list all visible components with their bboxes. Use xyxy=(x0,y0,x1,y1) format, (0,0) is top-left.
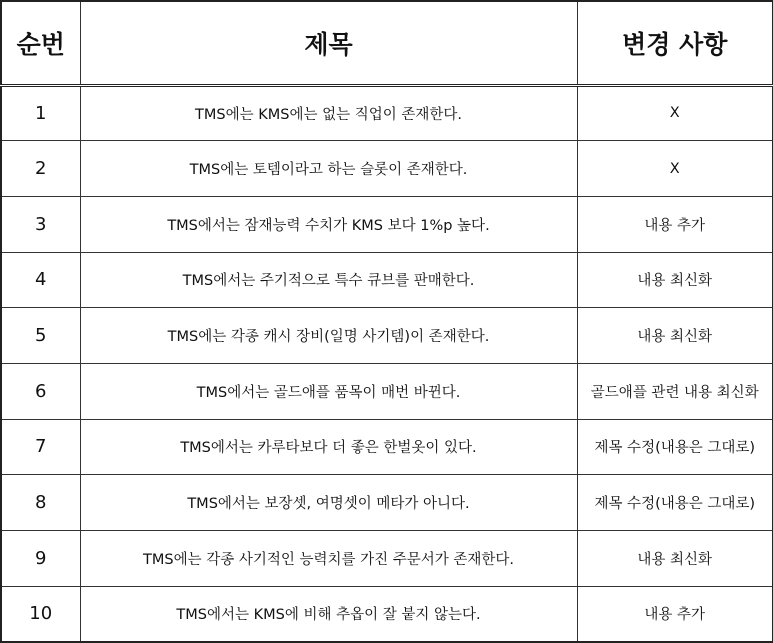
row-title: TMS에는 각종 사기적인 능력치를 가진 주문서가 존재한다. xyxy=(80,531,577,587)
row-title: TMS에는 토템이라고 하는 슬롯이 존재한다. xyxy=(80,141,577,197)
row-change: 내용 추가 xyxy=(577,586,773,642)
row-title: TMS에는 각종 캐시 장비(일명 사기템)이 존재한다. xyxy=(80,308,577,364)
table-row xyxy=(1,141,773,197)
table-header xyxy=(1,1,773,85)
table-row xyxy=(1,85,773,141)
table-row xyxy=(1,196,773,252)
row-change: 내용 추가 xyxy=(577,196,773,252)
row-change: X xyxy=(577,85,773,141)
table-row xyxy=(1,475,773,531)
row-change: 제목 수정(내용은 그대로) xyxy=(577,419,773,475)
row-title: TMS에서는 KMS에 비해 추옵이 잘 붙지 않는다. xyxy=(80,586,577,642)
row-change: 골드애플 관련 내용 최신화 xyxy=(577,363,773,419)
row-number: 1 xyxy=(1,85,80,141)
table-row xyxy=(1,419,773,475)
table-body xyxy=(1,85,773,642)
row-title: TMS에는 KMS에는 없는 직업이 존재한다. xyxy=(80,85,577,141)
table-row xyxy=(1,363,773,419)
table-row xyxy=(1,586,773,642)
row-number: 8 xyxy=(1,475,80,531)
row-change: 내용 최신화 xyxy=(577,531,773,587)
table-row xyxy=(1,531,773,587)
row-number: 7 xyxy=(1,419,80,475)
row-title: TMS에서는 보장셋, 여명셋이 메타가 아니다. xyxy=(80,475,577,531)
row-change: 제목 수정(내용은 그대로) xyxy=(577,475,773,531)
row-title: TMS에서는 주기적으로 특수 큐브를 판매한다. xyxy=(80,252,577,308)
row-change: 내용 최신화 xyxy=(577,308,773,364)
row-number: 4 xyxy=(1,252,80,308)
header-row xyxy=(1,1,773,85)
row-change: 내용 최신화 xyxy=(577,252,773,308)
row-number: 9 xyxy=(1,531,80,587)
row-number: 6 xyxy=(1,363,80,419)
row-title: TMS에서는 골드애플 품목이 매번 바뀐다. xyxy=(80,363,577,419)
row-number: 10 xyxy=(1,586,80,642)
header-change: 변경 사항 xyxy=(577,1,773,85)
row-number: 5 xyxy=(1,308,80,364)
row-change: X xyxy=(577,141,773,197)
header-title: 제목 xyxy=(80,1,577,85)
row-number: 3 xyxy=(1,196,80,252)
row-title: TMS에서는 잠재능력 수치가 KMS 보다 1%p 높다. xyxy=(80,196,577,252)
table-row xyxy=(1,252,773,308)
row-number: 2 xyxy=(1,141,80,197)
row-title: TMS에서는 카루타보다 더 좋은 한벌옷이 있다. xyxy=(80,419,577,475)
header-number: 순번 xyxy=(1,1,80,85)
table-row xyxy=(1,308,773,364)
